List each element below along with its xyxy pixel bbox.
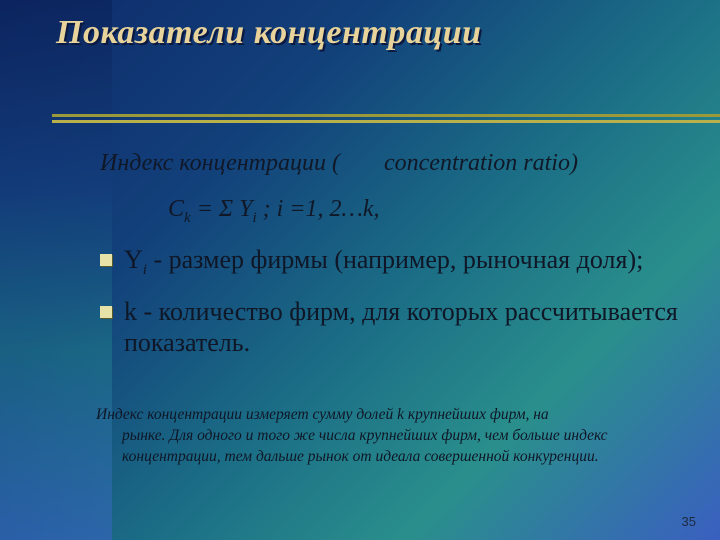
formula-rest: = Σ Y [190,196,253,222]
note-rest: рынке. Для одного и того же числа крупнейших фирм, чем больше индекс концентрации, тем дальше рынок от идеала совершенной конкуренции. [122,427,608,465]
slide-title: Показатели концентрации [56,14,482,51]
bullet-item [96,296,706,358]
formula-c: C [168,196,185,222]
note-line-1: Индекс концентрации измеряет сумму долей k крупнейших фирм, на [96,406,549,423]
title-divider-top [52,114,720,117]
subtitle-ru: Индекс концентрации ( [100,150,340,176]
title-divider-bottom [52,120,720,123]
subtitle-en: concentration ratio) [384,150,578,176]
formula-tail: ; i =1, 2…k, [256,196,380,222]
bullet-square-icon [100,306,112,318]
formula-i-sub: i [252,209,257,226]
formula [168,196,380,227]
bullet-text: k - количество фирм, для которых рассчитывается показатель. [124,297,678,358]
bullet-var-sub: i [142,262,147,279]
explanatory-note [96,404,696,467]
bullet-text: - размер фирмы (например, рыночная доля); [146,245,644,274]
page-number: 35 [681,514,696,529]
bullet-item [96,244,706,286]
formula-k-sub: k [184,209,191,226]
bullet-list [96,244,706,368]
bullet-var: Y [124,245,143,274]
bullet-square-icon [100,254,112,266]
